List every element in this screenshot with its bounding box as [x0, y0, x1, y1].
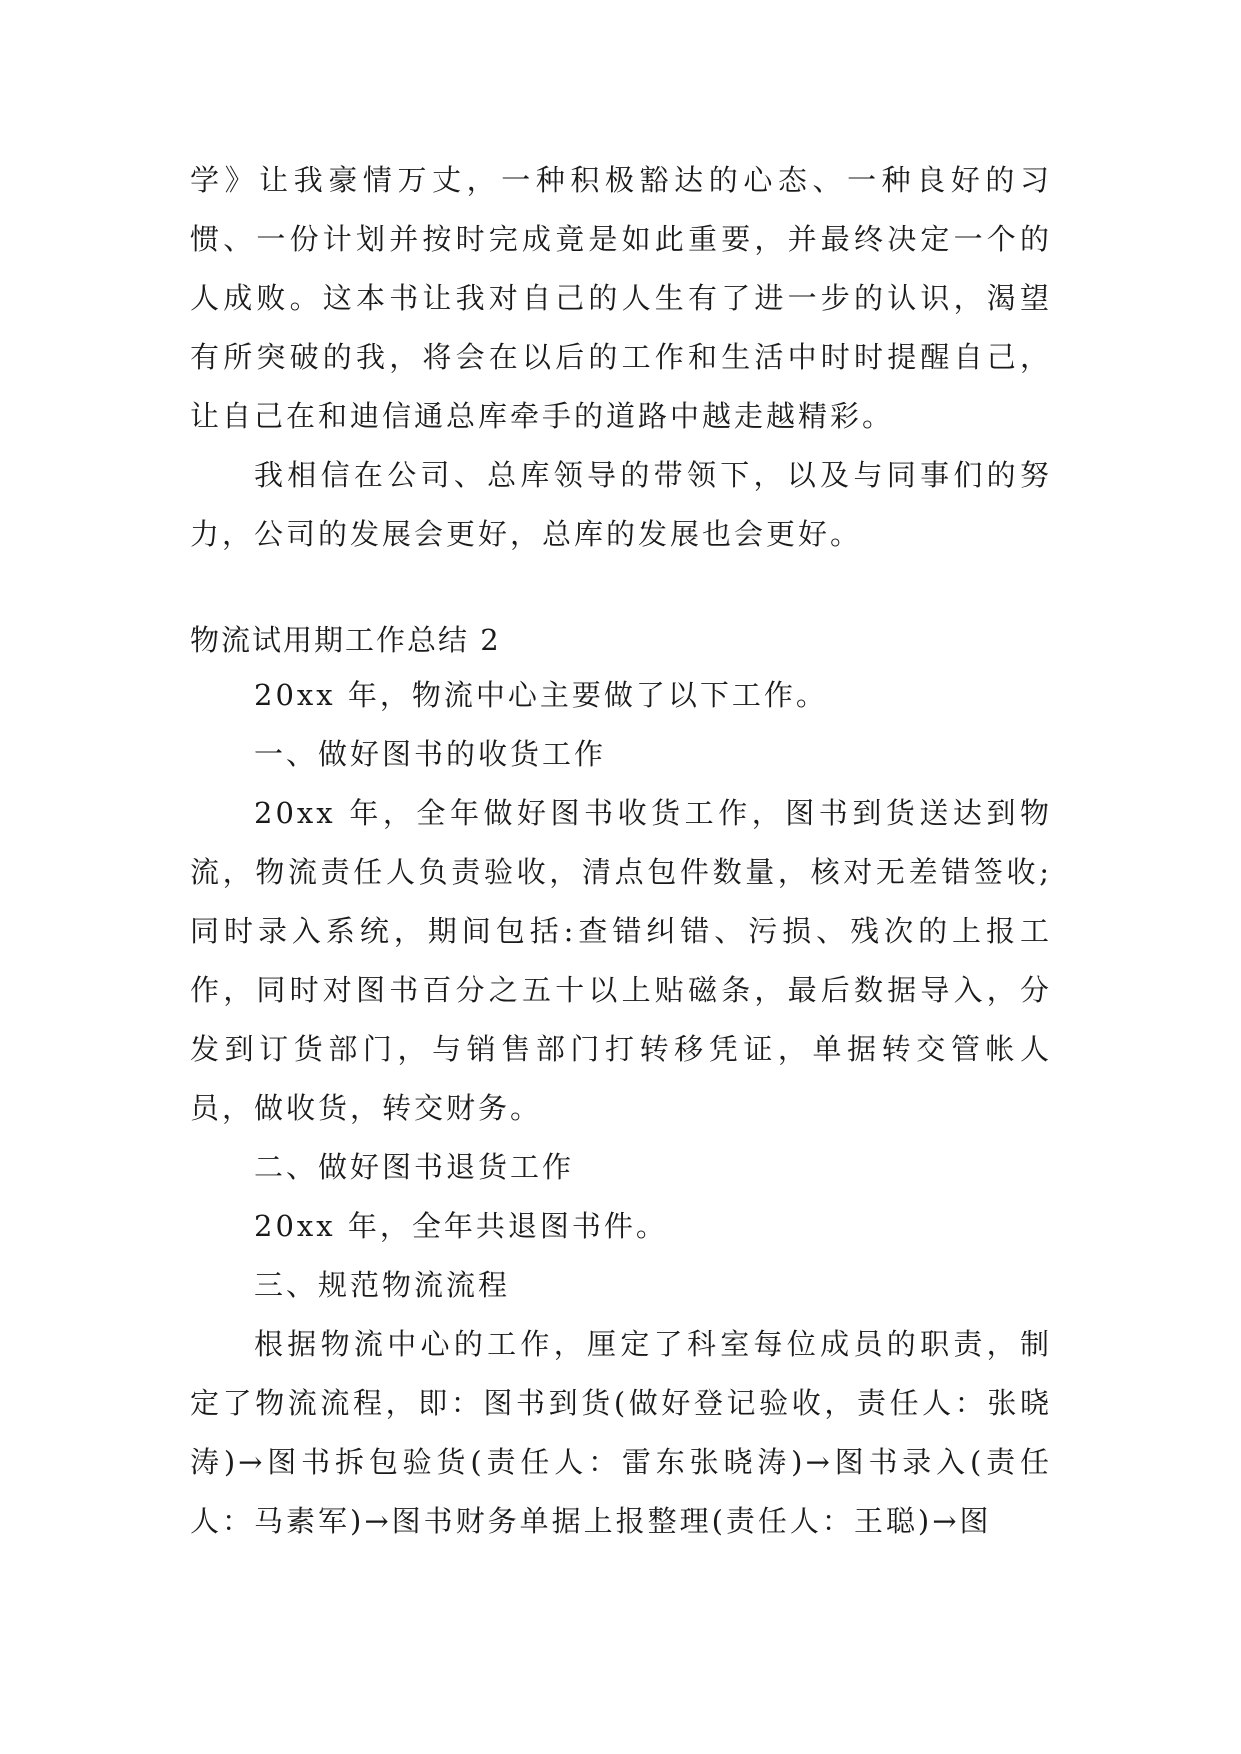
section-title: 物流试用期工作总结 2: [190, 623, 501, 657]
subheading-process: 三、规范物流流程: [254, 1268, 511, 1302]
paragraph-receiving: 20xx 年，全年做好图书收货工作，图书到货送达到物流，物流责任人负责验收，清点包件数量，核对无差错签收;同时录入系统，期间包括:查错纠错、污损、残次的上报工作，同时对图书百分之五十以上贴磁条，最后数据导入，分发到订货部门，与销售部门打转移凭证，单据转交管帐人员，做收货，转交财务。: [190, 796, 1052, 1125]
subheading-receiving: 一、做好图书的收货工作: [254, 737, 607, 771]
paragraph-belief: 我相信在公司、总库领导的带领下，以及与同事们的努力，公司的发展会更好，总库的发展也会更好。: [190, 458, 1052, 551]
paragraph-returns: 20xx 年，全年共退图书件。: [254, 1209, 668, 1243]
paragraph-process: 根据物流中心的工作，厘定了科室每位成员的职责，制定了物流流程，即：图书到货(做好登记验收，责任人：张晓涛)→图书拆包验货(责任人：雷东张晓涛)→图书录入(责任人：马素军)→图书财务单据上报整理(责任人：王聪)→图: [190, 1327, 1052, 1538]
section-body: [190, 666, 1052, 1551]
paragraph-intro: 20xx 年，物流中心主要做了以下工作。: [254, 678, 828, 712]
subheading-returns: 二、做好图书退货工作: [254, 1150, 575, 1184]
continued-text-block: [190, 151, 1052, 564]
paragraph-book-reflection: 学》让我豪情万丈，一种积极豁达的心态、一种良好的习惯、一份计划并按时完成竟是如此重要，并最终决定一个的人成败。这本书让我对自己的人生有了进一步的认识，渴望有所突破的我，将会在以后的工作和生活中时时提醒自己，让自己在和迪信通总库牵手的道路中越走越精彩。: [190, 163, 1052, 433]
